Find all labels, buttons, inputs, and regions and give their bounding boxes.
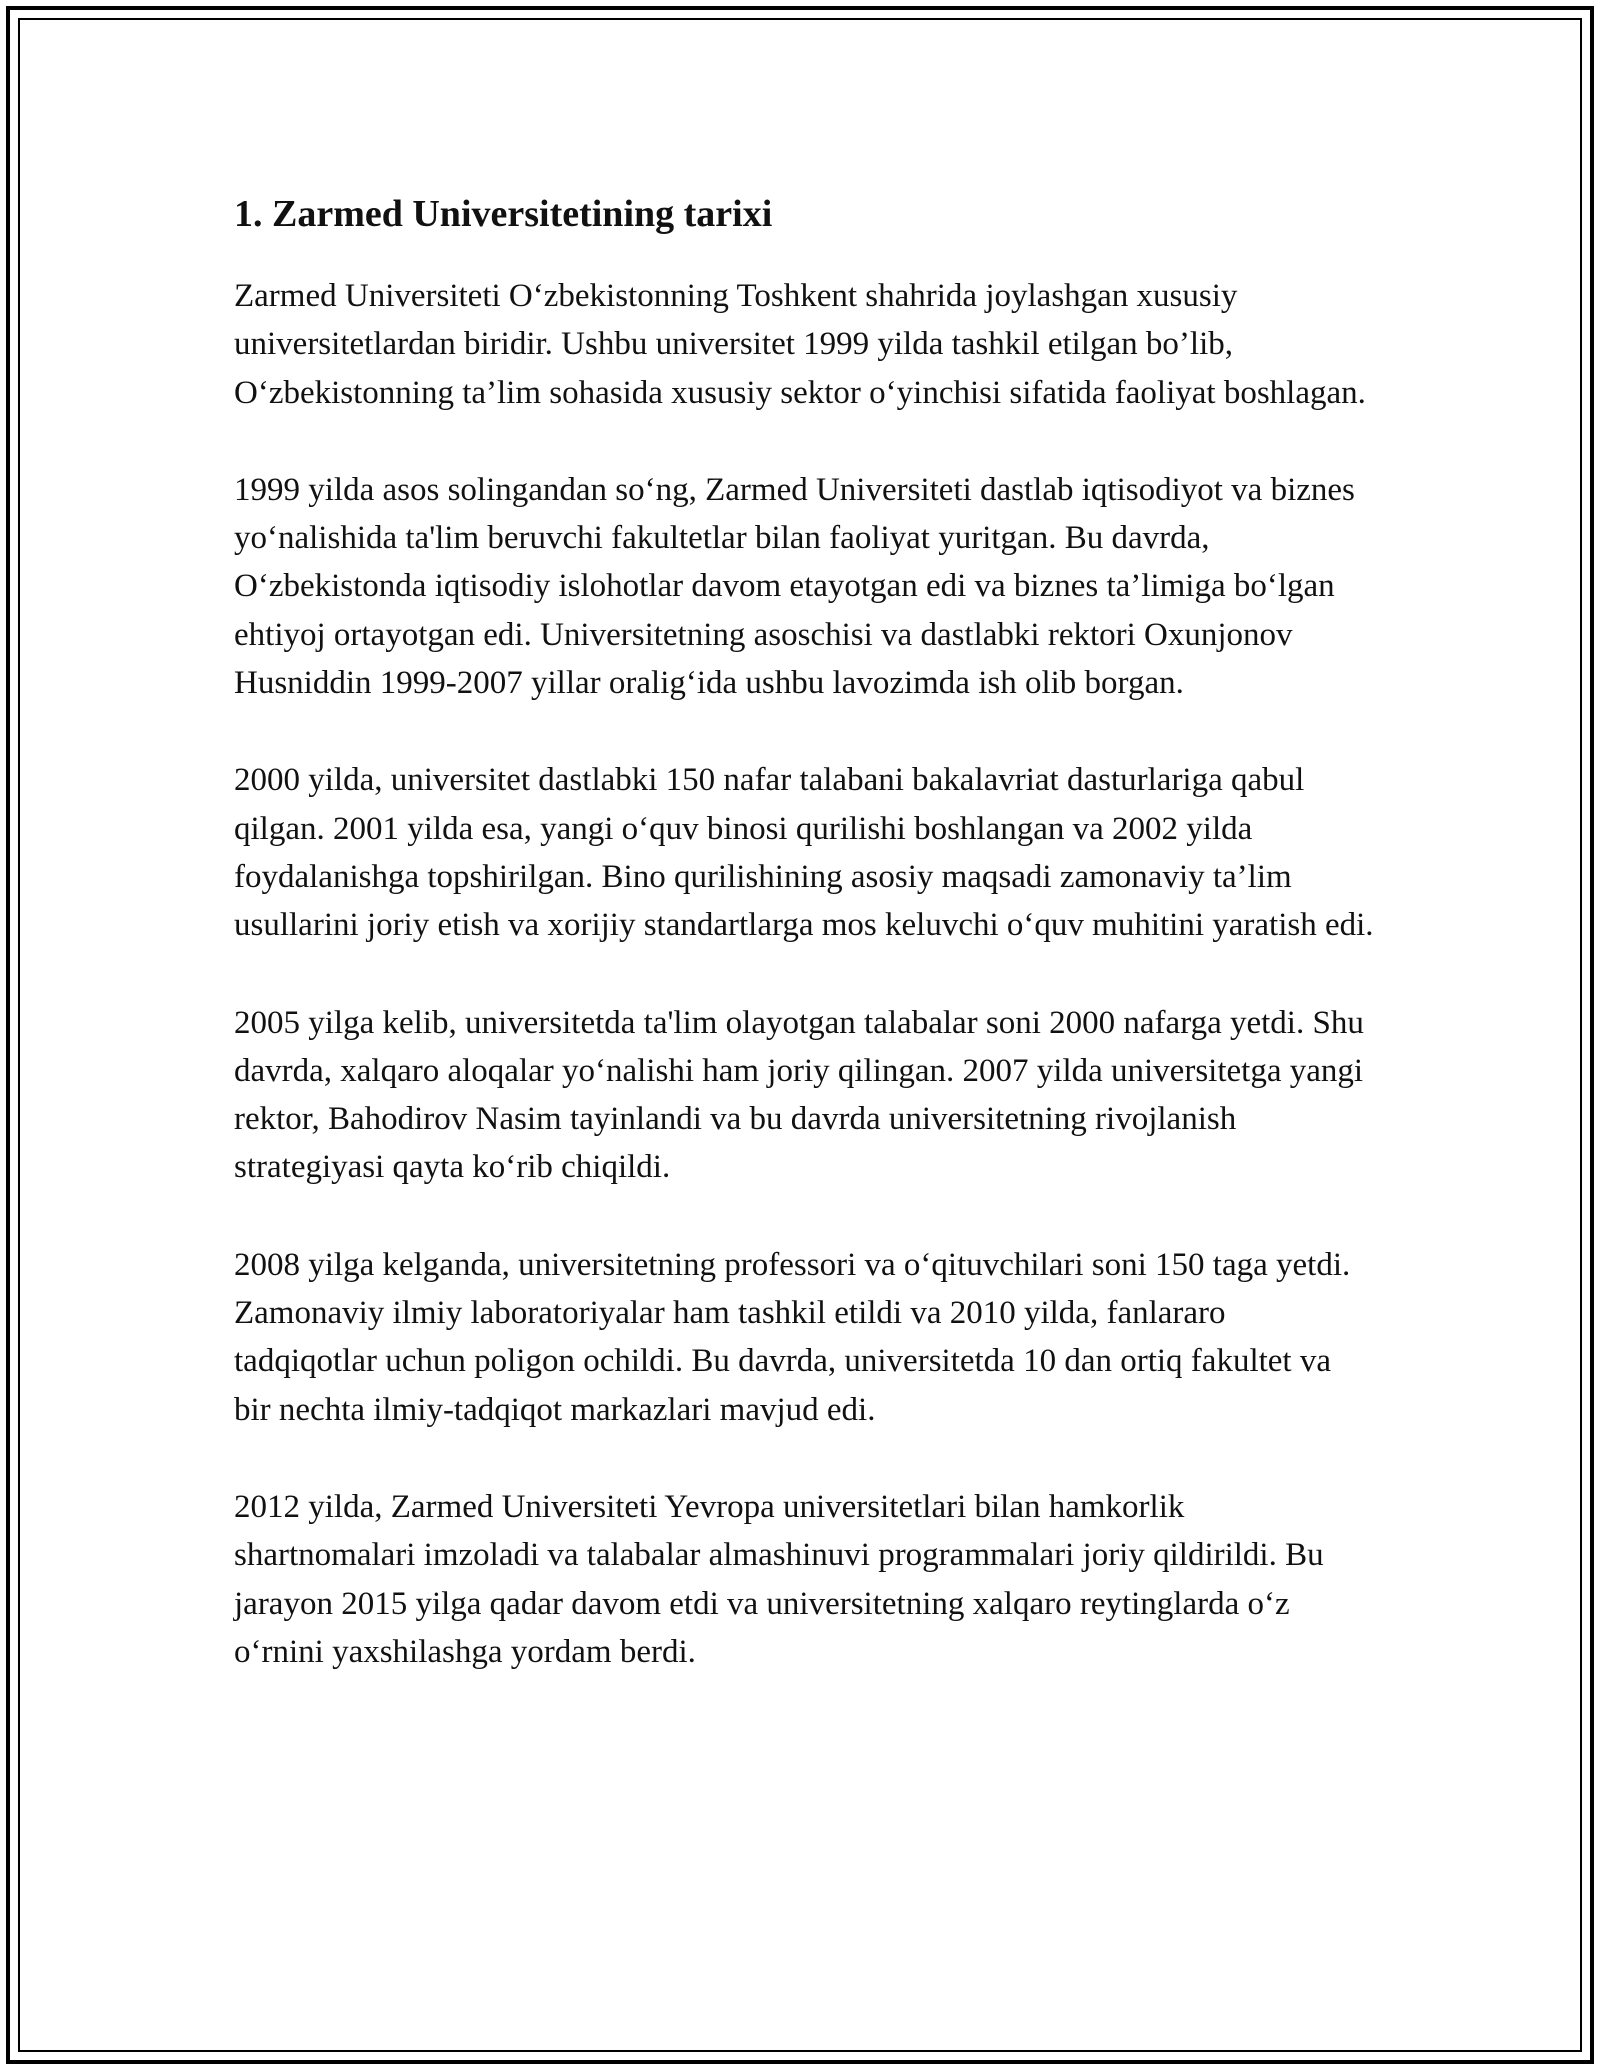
paragraph-growth-2005: 2005 yilga kelib, universitetda ta'lim olayotgan talabalar soni 2000 nafarga yetdi. Shu davrda, xalqaro aloqalar yo‘nalishi ham joriy qilingan. 2007 yilda universitetga yangi rektor, Bahodirov Nasim tayinlandi va bu davrda universitetning rivojlanish strategiyasi qayta ko‘rib chiqildi. (234, 1004, 1364, 1186)
section-title: 1. Zarmed Universitetining tarixi (234, 193, 773, 235)
paragraph-early-years: 1999 yilda asos solingandan so‘ng, Zarmed Universiteti dastlab iqtisodiyot va biznes yo‘nalishida ta'lim beruvchi fakultetlar bilan faoliyat yuritgan. Bu davrda, O‘zbekistonda iqtisodiy islohotlar davom etayotgan edi va biznes ta’limiga bo‘lgan ehtiyoj ortayotgan edi. Universitetning asoschisi va dastlabki rektori Oxunjonov Husniddin 1999-2007 yillar oralig‘ida ushbu lavozimda ish olib borgan. (234, 471, 1355, 702)
paragraph-faculty-2008: 2008 yilga kelganda, universitetning professori va o‘qituvchilari soni 150 taga yetdi. Zamonaviy ilmiy laboratoriyalar ham tashkil etildi va 2010 yilda, fanlararo tadqiqotlar uchun poligon ochildi. Bu davrda, universitetda 10 dan ortiq fakultet va bir nechta ilmiy-tadqiqot markazlari mavjud edi. (234, 1246, 1351, 1428)
paragraph-first-students: 2000 yilda, universitet dastlabki 150 nafar talabani bakalavriat dasturlariga qabul qilgan. 2001 yilda esa, yangi o‘quv binosi qurilishi boshlangan va 2002 yilda foydalanishga topshirilgan. Bino qurilishining asosiy maqsadi zamonaviy ta’lim usullarini joriy etish va xorijiy standartlarga mos keluvchi o‘quv muhitini yaratish edi. (234, 762, 1374, 944)
paragraph-international-2012: 2012 yilda, Zarmed Universiteti Yevropa universitetlari bilan hamkorlik shartnomalari imzoladi va talabalar almashinuvi programmalari joriy qildirildi. Bu jarayon 2015 yilga qadar davom etdi va universitetning xalqaro reytinglarda o‘z o‘rnini yaxshilashga yordam berdi. (234, 1488, 1324, 1670)
document-body (234, 186, 1374, 1725)
paragraph-founding: Zarmed Universiteti O‘zbekistonning Toshkent shahrida joylashgan xususiy universitetlardan biridir. Ushbu universitet 1999 yilda tashkil etilgan bo’lib, O‘zbekistonning ta’lim sohasida xususiy sektor o‘yinchisi sifatida faoliyat boshlagan. (234, 278, 1366, 411)
